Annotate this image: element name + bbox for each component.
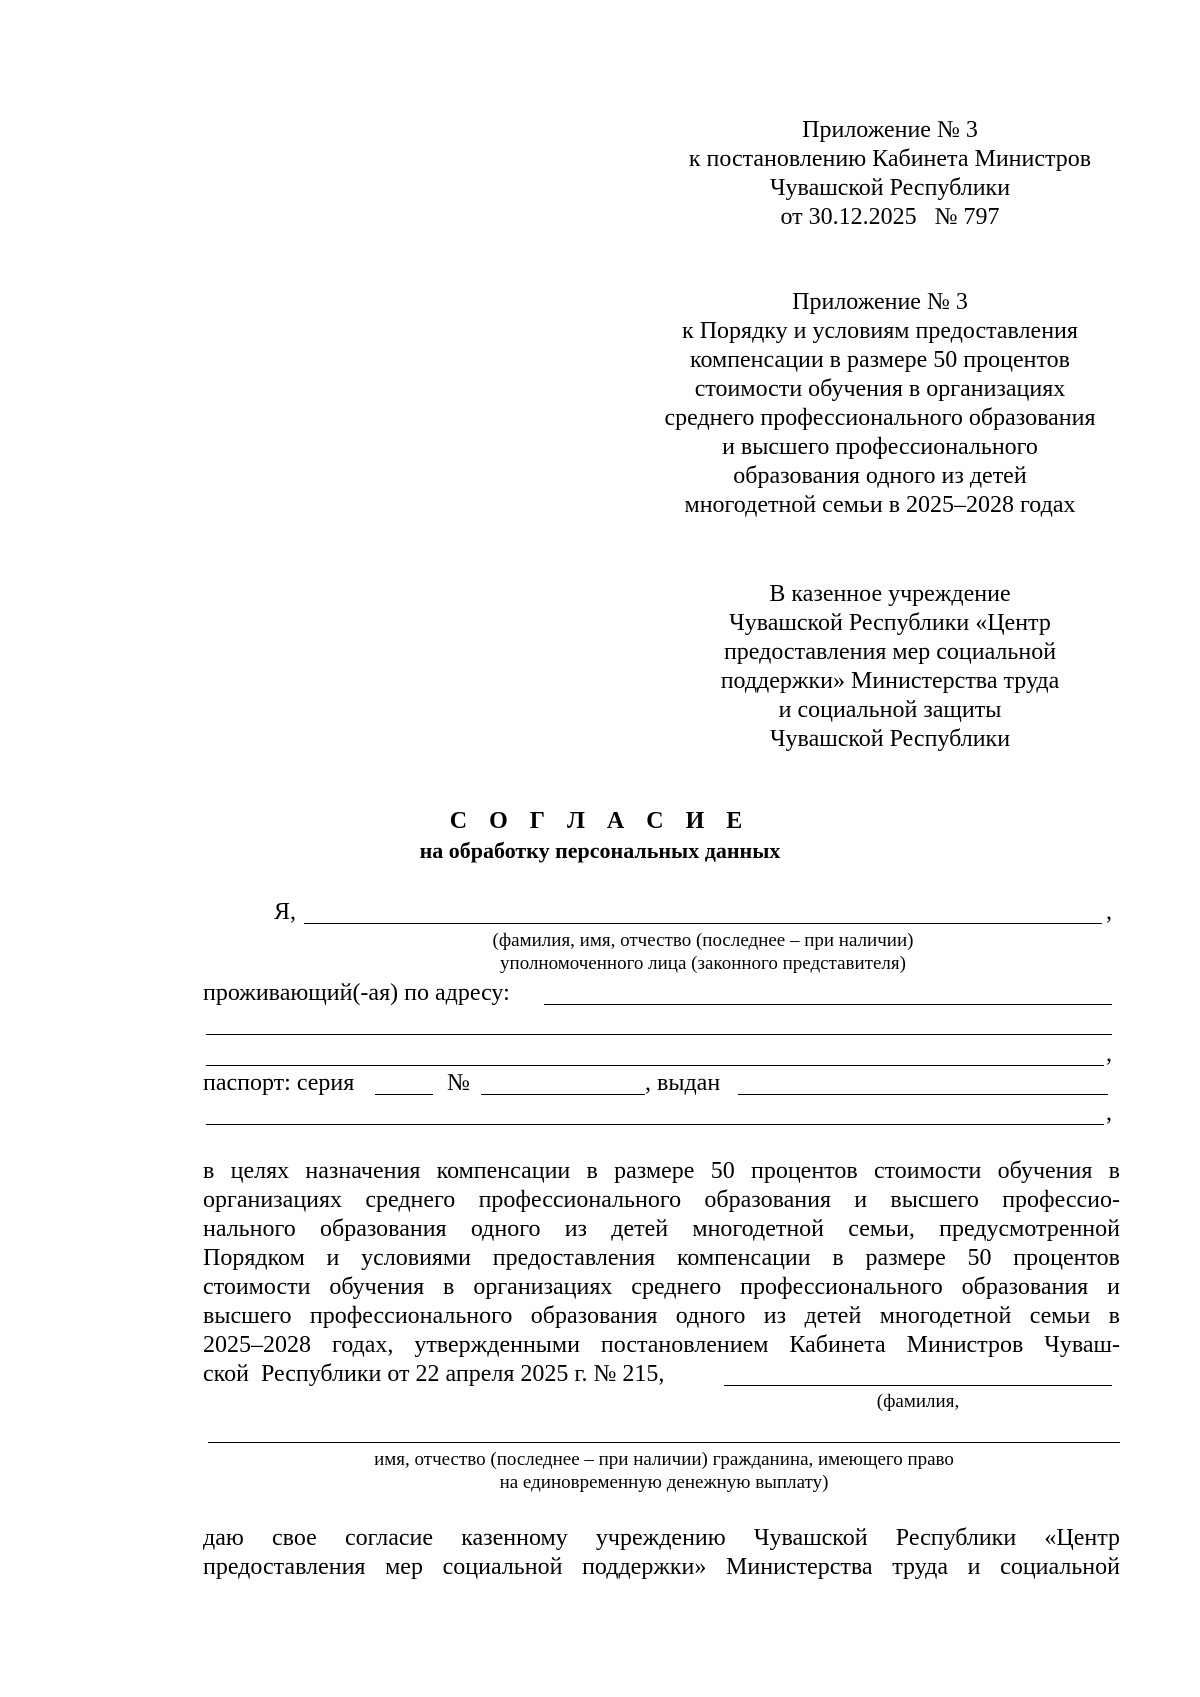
caption-representative: (фамилия, имя, отчество (последнее – при наличии): [492, 930, 914, 951]
passport-number-label: №: [447, 1070, 470, 1096]
citizen-name-field[interactable]: [724, 1385, 1112, 1386]
appendix-order-line: многодетной семьи в 2025–2028 годах: [684, 492, 1076, 518]
addressee-line: поддержки» Министерства труда: [720, 668, 1060, 694]
appendix-order-line: среднего профессионального образования: [664, 405, 1096, 431]
passport-number-field[interactable]: [481, 1094, 645, 1095]
comma: ,: [1106, 1041, 1112, 1067]
caption-surname: (фамилия,: [876, 1391, 960, 1412]
document-subtitle: на обработку персональных данных: [419, 838, 781, 863]
appendix-order-line: образования одного из детей: [733, 463, 1027, 489]
document-title: С О Г Л А С И Е: [449, 808, 751, 834]
appendix-header: [660, 116, 1120, 232]
paragraph-line: в целях назначения компенсации в размере 50 процентов стоимости обучения в: [203, 1158, 1120, 1184]
document-title-block: [0, 806, 1200, 866]
paragraph-line: даю свое согласие казенному учреждению Чувашской Республики «Центр: [203, 1525, 1120, 1551]
comma: ,: [1106, 1100, 1112, 1126]
paragraph-line: предоставления мер социальной поддержки» Министерства труда и социальной: [203, 1554, 1120, 1580]
appendix-header-line: Чувашской Республики: [769, 175, 1011, 201]
appendix-order: [640, 288, 1120, 520]
addressee-block: [660, 580, 1120, 754]
paragraph-line: 2025–2028 годах, утвержденными постановлением Кабинета Министров Чуваш-: [203, 1332, 1120, 1358]
paragraph-line: организациях среднего профессионального образования и высшего профессио-: [203, 1187, 1120, 1213]
purpose-paragraph: [203, 1157, 1120, 1389]
passport-issued-field[interactable]: [738, 1094, 1108, 1095]
consent-paragraph: [203, 1524, 1120, 1582]
address-field-line-3[interactable]: [206, 1065, 1104, 1066]
representative-name-field[interactable]: [304, 923, 1102, 924]
paragraph-line: Порядком и условиями предоставления компенсации в размере 50 процентов: [203, 1245, 1120, 1271]
appendix-order-line: стоимости обучения в организациях: [694, 376, 1066, 402]
addressee-line: Чувашской Республики «Центр: [729, 610, 1051, 636]
i-label: Я,: [274, 899, 297, 925]
address-field-line-2[interactable]: [206, 1034, 1112, 1035]
paragraph-line: стоимости обучения в организациях среднего профессионального образования и: [203, 1274, 1120, 1300]
appendix-order-line: и высшего профессионального: [722, 434, 1038, 460]
address-field[interactable]: [544, 1004, 1112, 1005]
passport-label: паспорт: серия: [203, 1070, 355, 1096]
caption-citizen: имя, отчество (последнее – при наличии) гражданина, имеющего право: [374, 1449, 954, 1470]
addressee-line: предоставления мер социальной: [723, 639, 1057, 665]
paragraph-line: высшего профессионального образования одного из детей многодетной семьи в: [203, 1303, 1120, 1329]
paragraph-line: ской Республики от 22 апреля 2025 г. № 215,: [203, 1361, 665, 1387]
caption-citizen: на единовременную денежную выплату): [499, 1472, 829, 1493]
citizen-name-field-line-2[interactable]: [208, 1442, 1120, 1443]
issued-label: , выдан: [645, 1070, 721, 1096]
appendix-order-line: компенсации в размере 50 процентов: [690, 347, 1070, 373]
appendix-header-line: к постановлению Кабинета Министров: [688, 146, 1092, 172]
appendix-order-line: Приложение № 3: [792, 289, 968, 315]
caption-representative: уполномоченного лица (законного представителя): [500, 953, 906, 974]
address-label: проживающий(-ая) по адресу:: [203, 980, 510, 1006]
comma: ,: [1106, 899, 1112, 925]
passport-issued-field-line-2[interactable]: [206, 1124, 1104, 1125]
appendix-header-line: Приложение № 3: [802, 117, 978, 143]
appendix-header-line: от 30.12.2025 № 797: [780, 204, 1000, 230]
addressee-line: Чувашской Республики: [769, 726, 1011, 752]
addressee-line: и социальной защиты: [778, 697, 1002, 723]
passport-series-field[interactable]: [375, 1094, 433, 1095]
addressee-line: В казенное учреждение: [769, 581, 1011, 607]
paragraph-line: нального образования одного из детей многодетной семьи, предусмотренной: [203, 1216, 1120, 1242]
appendix-order-line: к Порядку и условиям предоставления: [682, 318, 1078, 344]
